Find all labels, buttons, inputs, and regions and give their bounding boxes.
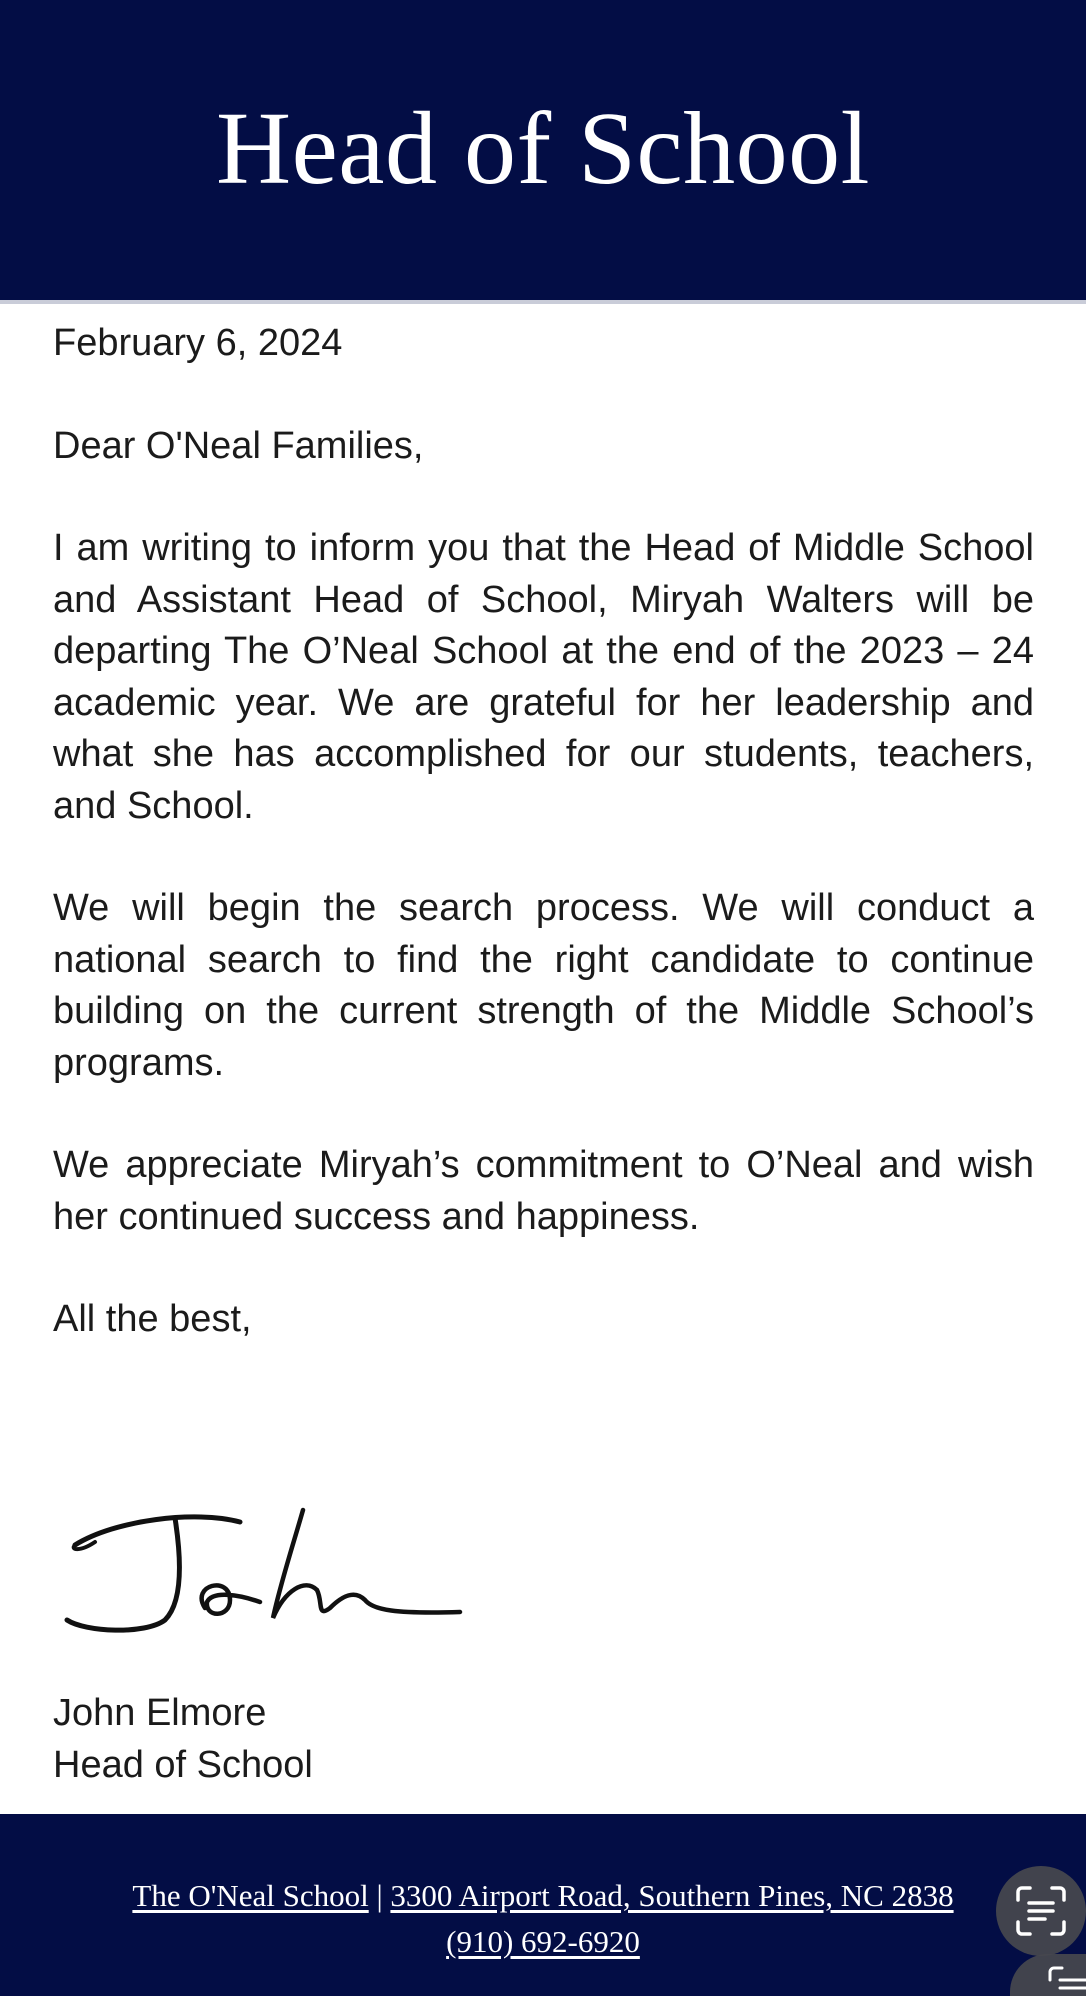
- text-scan-icon: [1014, 1884, 1068, 1938]
- text-scan-button[interactable]: [996, 1866, 1086, 1956]
- letter-body: [53, 318, 1034, 1346]
- letter-paragraph: We appreciate Miryah’s commitment to O’Neal and wish her continued success and happiness.: [53, 1144, 1034, 1238]
- footer-phone[interactable]: (910) 692-6920: [446, 1924, 640, 1959]
- letter-closing: All the best,: [53, 1298, 252, 1340]
- letterhead-title: Head of School: [216, 90, 870, 206]
- signer-title: Head of School: [53, 1743, 313, 1786]
- footer-separator: |: [376, 1878, 383, 1913]
- letter-footer: [0, 1814, 1086, 1996]
- handwritten-signature: [55, 1490, 475, 1640]
- letterhead-banner: [0, 0, 1086, 300]
- letter-date: February 6, 2024: [53, 322, 343, 364]
- signer-name: John Elmore: [53, 1692, 267, 1734]
- signature-block: [53, 1688, 313, 1791]
- header-divider: [0, 300, 1086, 304]
- letter-paragraph: We will begin the search process. We will conduct a national search to find the right candidate to continue building on the current strength of the Middle School’s programs.: [53, 887, 1034, 1084]
- footer-address[interactable]: 3300 Airport Road, Southern Pines, NC 2838: [390, 1878, 954, 1913]
- school-link[interactable]: The O'Neal School: [132, 1878, 369, 1913]
- letter-salutation: Dear O'Neal Families,: [53, 424, 424, 467]
- footer-address-line: [0, 1878, 1086, 1914]
- footer-phone-line: [0, 1924, 1086, 1960]
- letter-paragraph: I am writing to inform you that the Head of Middle School and Assistant Head of School, Miryah Walters will be departing The O’Neal School at the end of the 2023 – 24 academic year. We are grateful for her leadership and what she has accomplished for our students, teachers, and School.: [53, 527, 1034, 827]
